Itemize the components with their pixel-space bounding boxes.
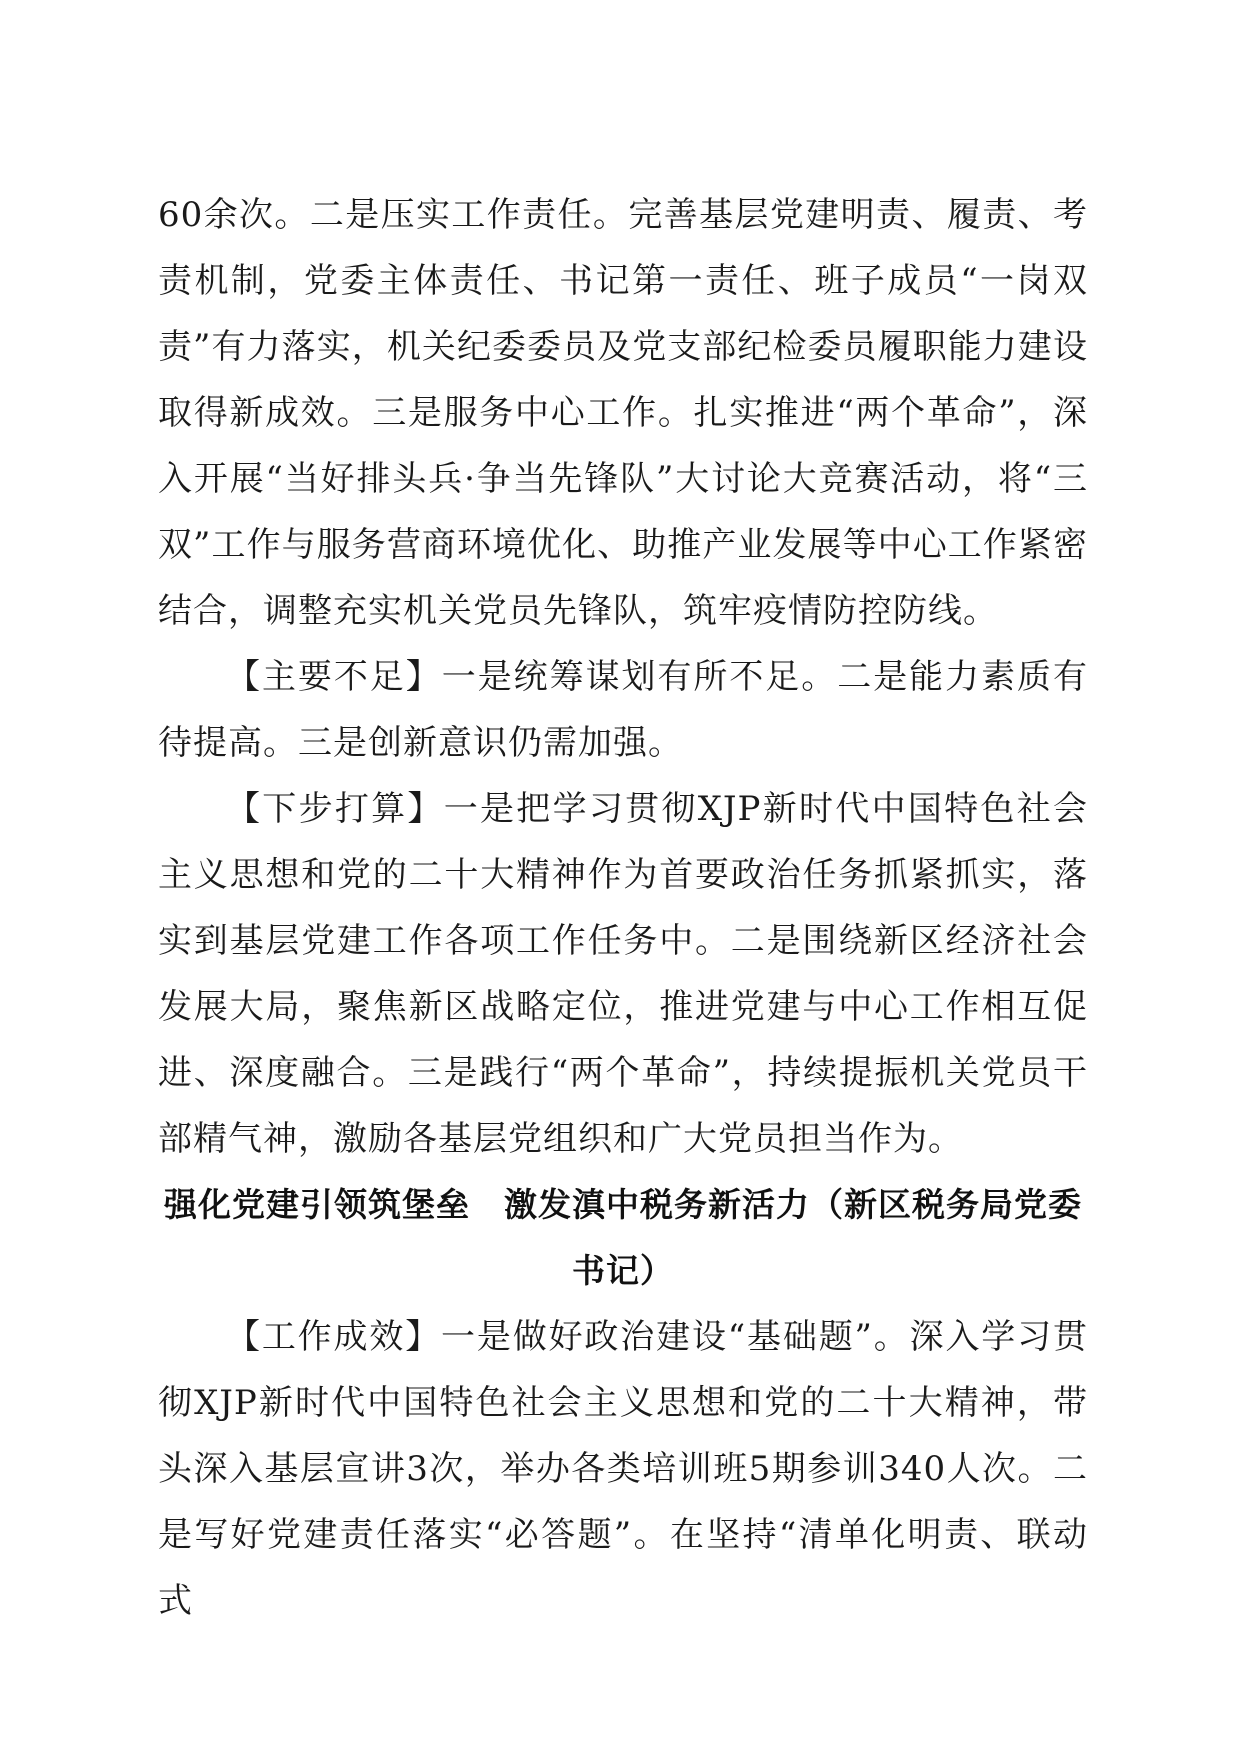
- section-heading: 强化党建引领筑堡垒 激发滇中税务新活力（新区税务局党委书记）: [164, 1185, 1082, 1290]
- paragraph-next-steps: 【下步打算】一是把学习贯彻XJP新时代中国特色社会主义思想和党的二十大精神作为首要政治任务抓紧抓实，落实到基层党建工作各项工作任务中。二是围绕新区经济社会发展大局，聚焦新区战略定位，推进党建与中心工作相互促进、深度融合。三是践行“两个革命”，持续提振机关党员干部精气神，激励各基层党组织和广大党员担当作为。: [158, 789, 1088, 1159]
- document-body: [158, 182, 1088, 1634]
- paragraph-main-shortcomings: 【主要不足】一是统筹谋划有所不足。二是能力素质有待提高。三是创新意识仍需加强。: [158, 657, 1088, 763]
- paragraph-work-results: 【工作成效】一是做好政治建设“基础题”。深入学习贯彻XJP新时代中国特色社会主义思想和党的二十大精神，带头深入基层宣讲3次，举办各类培训班5期参训340人次。二是写好党建责任落实“必答题”。在坚持“清单化明责、联动式: [158, 1317, 1088, 1621]
- paragraph-work-continued: 60余次。二是压实工作责任。完善基层党建明责、履责、考责机制，党委主体责任、书记第一责任、班子成员“一岗双责”有力落实，机关纪委委员及党支部纪检委员履职能力建设取得新成效。三是服务中心工作。扎实推进“两个革命”，深入开展“当好排头兵·争当先锋队”大讨论大竞赛活动，将“三双”工作与服务营商环境优化、助推产业发展等中心工作紧密结合，调整充实机关党员先锋队，筑牢疫情防控防线。: [158, 195, 1088, 631]
